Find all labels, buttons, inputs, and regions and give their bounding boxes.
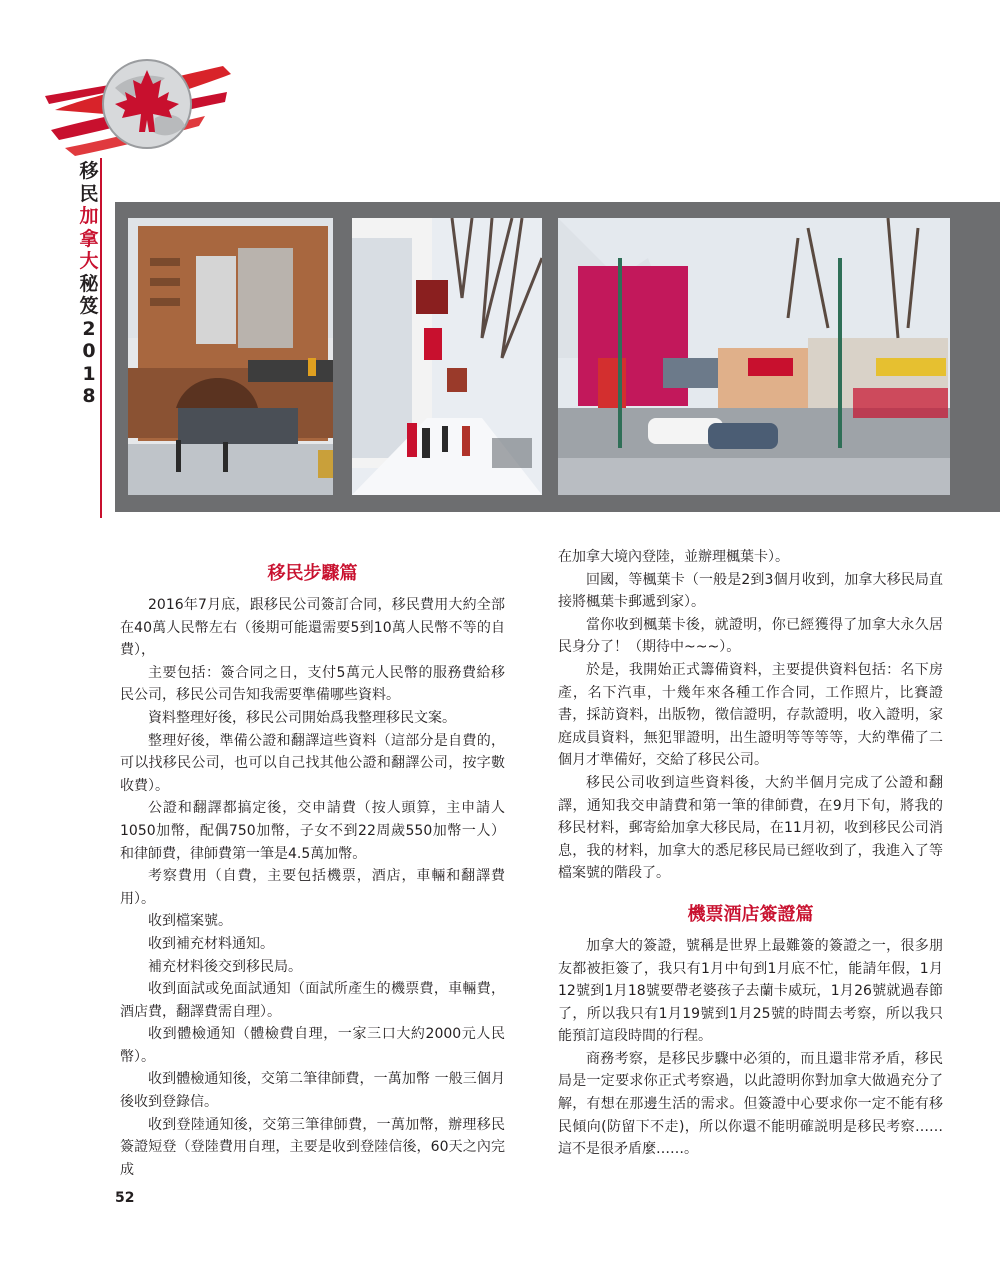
snowy-sidewalk-photo <box>352 218 542 495</box>
paragraph: 資料整理好後，移民公司開始爲我整理移民文案。 <box>148 709 456 726</box>
chinatown-corner-photo <box>558 218 950 495</box>
paragraph: 回國，等楓葉卡（一般是2到3個月收到，加拿大移民局直接將楓葉卡郵遞到家）。 <box>558 571 943 611</box>
paragraph: 補充材料後交到移民局。 <box>148 958 302 975</box>
hudsons-bay-street-photo <box>128 218 333 495</box>
side-title-char: 2 <box>82 317 96 340</box>
side-title-char: 笈 <box>79 295 99 317</box>
side-title-char: 民 <box>79 182 99 205</box>
paragraph: 收到登陸通知後，交第三筆律師費，一萬加幣，辦理移民簽證短登（登陸費用自理，主要是收到登陸信後，60天之內完成 <box>120 1116 505 1178</box>
side-title-char: 大 <box>79 250 99 272</box>
section-heading-tickets-hotel-visa: 機票酒店簽證篇 <box>687 903 814 925</box>
side-title-char: 秘 <box>79 272 99 295</box>
paragraph: 公證和翻譯都搞定後，交申請費（按人頭算，主申請人1050加幣，配偶750加幣，子女不到22周歲550加幣一人）和律師費，律師費第一筆是4.5萬加幣。 <box>120 800 505 862</box>
paragraph: 收到體檢通知後，交第二筆律師費，一萬加幣 一般三個月後收到登錄信。 <box>120 1071 505 1111</box>
paragraph: 收到體檢通知（體檢費自理，一家三口大約2000元人民幣）。 <box>120 1026 505 1065</box>
section-heading-immigration-steps: 移民步驟篇 <box>267 563 358 584</box>
side-title-char: 拿 <box>79 227 99 250</box>
paragraph: 收到面試或免面試通知（面試所產生的機票費，車輛費，酒店費，翻譯費需自理）。 <box>120 981 505 1020</box>
paragraph: 加拿大的簽證，號稱是世界上最難簽的簽證之一，很多朋友都被拒簽了，我只有1月中旬到1月底不忙，能請年假，1月12號到1月18號要帶老婆孩子去蘭卡威玩，1月26號就過春節了，所以我只有1月19號到1月25號的時間去考察，所以我只能預訂這段時間的行程。 <box>558 937 943 1045</box>
section-vertical-title <box>78 160 100 408</box>
article-left-column <box>120 548 505 1181</box>
paragraph: 商務考察，是移民步驟中必須的，而且還非常矛盾，移民局是一定要求你正式考察過，以此證明你對加拿大做過充分了解，有想在那邊生活的需求。但簽證中心要求你一定不能有移民傾向(防留下不走)，所以你還不能明確説明是移民考察……這不是很矛盾麼……。 <box>558 1050 943 1158</box>
paragraph-continuation: 在加拿大境內登陸，並辦理楓葉卡）。 <box>558 549 789 565</box>
side-title-char: 0 <box>82 340 96 362</box>
paragraph: 收到檔案號。 <box>148 913 232 930</box>
article-right-column <box>558 546 943 1161</box>
side-title-char: 1 <box>82 362 96 385</box>
masthead-rule <box>100 158 102 518</box>
side-title-char: 8 <box>82 385 96 407</box>
canada-flag-globe-logo <box>45 48 235 168</box>
paragraph: 2016年7月底，跟移民公司簽訂合同，移民費用大約全部在40萬人民幣左右（後期可能還需要5到10萬人民幣不等的自費）， <box>120 597 505 659</box>
page-number: 52 <box>115 1190 135 1206</box>
paragraph: 主要包括：簽合同之日，支付5萬元人民幣的服務費給移民公司，移民公司告知我需要準備哪些資料。 <box>120 664 505 704</box>
paragraph: 於是，我開始正式籌備資料，主要提供資料包括：名下房產，名下汽車，十幾年來各種工作合同，工作照片，比賽證書，採訪資料，出版物，徵信證明，存款證明，收入證明，家庭成員資料，無犯罪證明，出生證明等等等等，大約準備了二個月才準備好，交給了移民公司。 <box>558 661 943 769</box>
paragraph: 整理好後，準備公證和翻譯這些資料（這部分是自費的，可以找移民公司，也可以自己找其他公證和翻譯公司，按字數收費）。 <box>120 732 505 794</box>
photo-band <box>115 202 1000 512</box>
paragraph: 當你收到楓葉卡後，就證明，你已經獲得了加拿大永久居民身分了！（期待中~~~）。 <box>558 616 943 656</box>
paragraph: 移民公司收到這些資料後，大約半個月完成了公證和翻譯，通知我交申請費和第一筆的律師費，在9月下旬，將我的移民材料，郵寄給加拿大移民局，在11月初，收到移民公司消息，我的材料，加拿大的悉尼移民局已經收到了，我進入了等檔案號的階段了。 <box>558 774 943 882</box>
paragraph: 考察費用（自費，主要包括機票，酒店，車輛和翻譯費用）。 <box>120 868 505 907</box>
side-title-char: 加 <box>79 205 99 227</box>
paragraph: 收到補充材料通知。 <box>148 935 274 952</box>
side-title-char: 移 <box>79 160 99 182</box>
